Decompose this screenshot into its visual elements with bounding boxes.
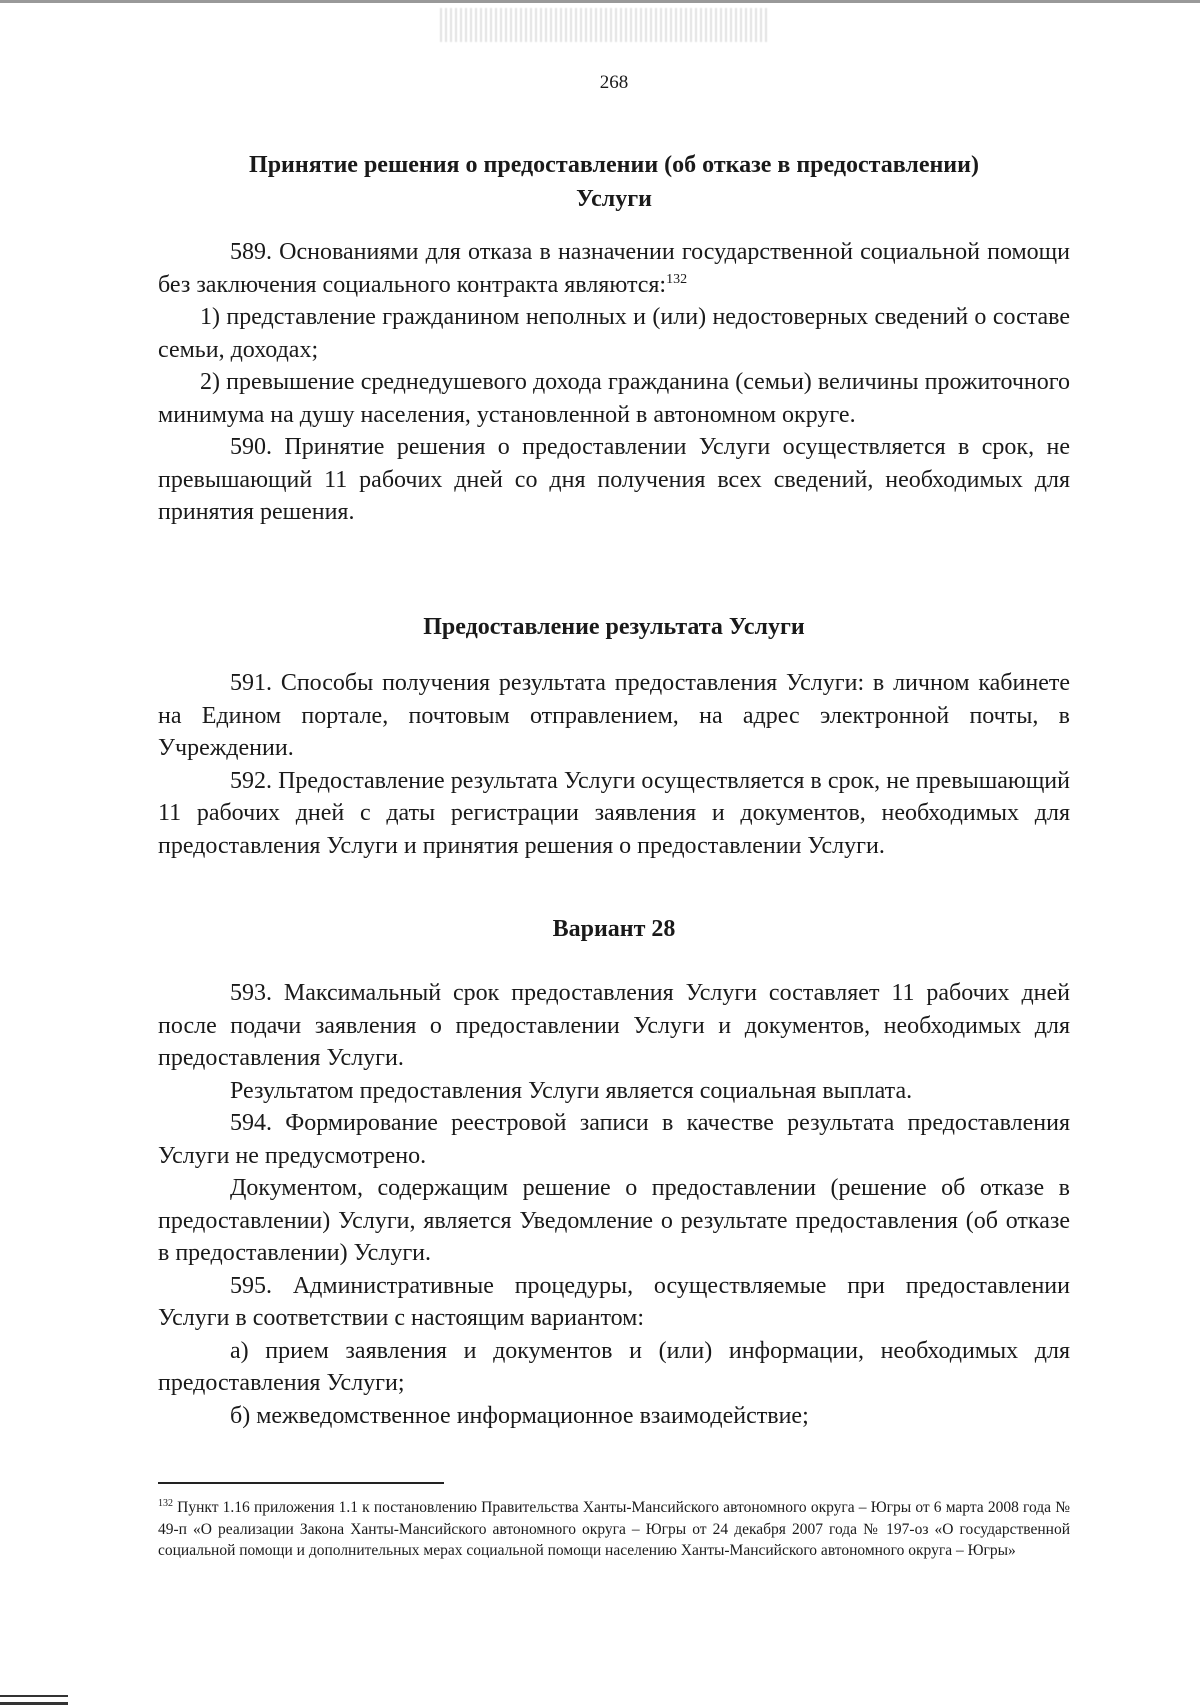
footnote-ref: 132 — [666, 271, 688, 287]
heading-line-2: Услуги — [576, 186, 652, 212]
paragraph-594-document: Документом, содержащим решение о предоставлении (решение об отказе в предоставлении) Услуги, является Уведомление о результате предоставления (об отказе в предоставлении) Услуги. — [158, 1175, 1070, 1266]
section-heading-result — [158, 610, 1070, 644]
paragraph-590: 590. Принятие решения о предоставлении Услуги осуществляется в срок, не превышающий 11 рабочих дней со дня получения всех сведений, необходимых для принятия решения. — [158, 434, 1070, 525]
section-3-body — [158, 977, 1070, 1432]
scan-top-edge — [0, 0, 1200, 3]
paragraph-595: 595. Административные процедуры, осуществляемые при предоставлении Услуги в соответствии с настоящим вариантом: — [158, 1272, 1070, 1331]
list-item-1: 1) представление гражданином неполных и (или) недостоверных сведений о составе семьи, доходах; — [158, 304, 1070, 363]
paragraph-589: 589. Основаниями для отказа в назначении государственной социальной помощи без заключения социального контракта являются:$^{132}$ — [158, 239, 1070, 298]
footnote-text: Пункт 1.16 приложения 1.1 к постановлению Правительства Ханты-Мансийского автономного округа – Югры от 6 марта 2008 года № 49-п «О реализации Закона Ханты-Мансийского автономного округа – Югры от 24 декабря 2007 года № 197-оз «О государственной социальной помощи и дополнительных мерах социальной помощи населению Ханты-Мансийского автономного округа – Югры» — [158, 1499, 1070, 1559]
paragraph-592: 592. Предоставление результата Услуги осуществляется в срок, не превышающий 11 рабочих дней с даты регистрации заявления и документов, необходимых для предоставления Услуги и принятия решения о предоставлении Услуги. — [158, 767, 1070, 859]
paragraph-591: 591. Способы получения результата предоставления Услуги: в личном кабинете на Едином портале, почтовым отправлением, на адрес электронной почты, в Учреждении. — [158, 670, 1070, 761]
heading-result: Предоставление результата Услуги — [423, 614, 805, 640]
list-item-a: а) прием заявления и документов и (или) информации, необходимых для предоставления Услуги; — [158, 1337, 1070, 1396]
paragraph-593: 593. Максимальный срок предоставления Услуги составляет 11 рабочих дней после подачи заявления о предоставлении Услуги и документов, необходимых для предоставления Услуги. — [158, 980, 1070, 1071]
paragraph-593-result: Результатом предоставления Услуги является социальная выплата. — [230, 1077, 913, 1104]
paragraph-594: 594. Формирование реестровой записи в качестве результата предоставления Услуги не предусмотрено. — [158, 1110, 1070, 1169]
footnote-132 — [158, 1497, 1070, 1562]
section-heading-decision — [158, 148, 1070, 216]
list-item-2: 2) превышение среднедушевого дохода гражданина (семьи) величины прожиточного минимума на душу населения, установленной в автономном округе. — [158, 369, 1070, 428]
heading-line-1: Принятие решения о предоставлении (об отказе в предоставлении) — [249, 152, 979, 178]
scan-artifact — [440, 8, 770, 42]
heading-variant-28: Вариант 28 — [552, 916, 676, 942]
section-1-body — [158, 236, 1070, 529]
section-heading-variant — [158, 912, 1070, 946]
footnote-separator — [158, 1482, 444, 1484]
list-item-b: б) межведомственное информационное взаимодействие; — [230, 1402, 809, 1429]
footnote-number: 132 — [158, 1497, 173, 1509]
scan-bottom-mark — [0, 1695, 68, 1697]
page-number: 268 — [599, 72, 629, 93]
section-2-body — [158, 667, 1070, 862]
